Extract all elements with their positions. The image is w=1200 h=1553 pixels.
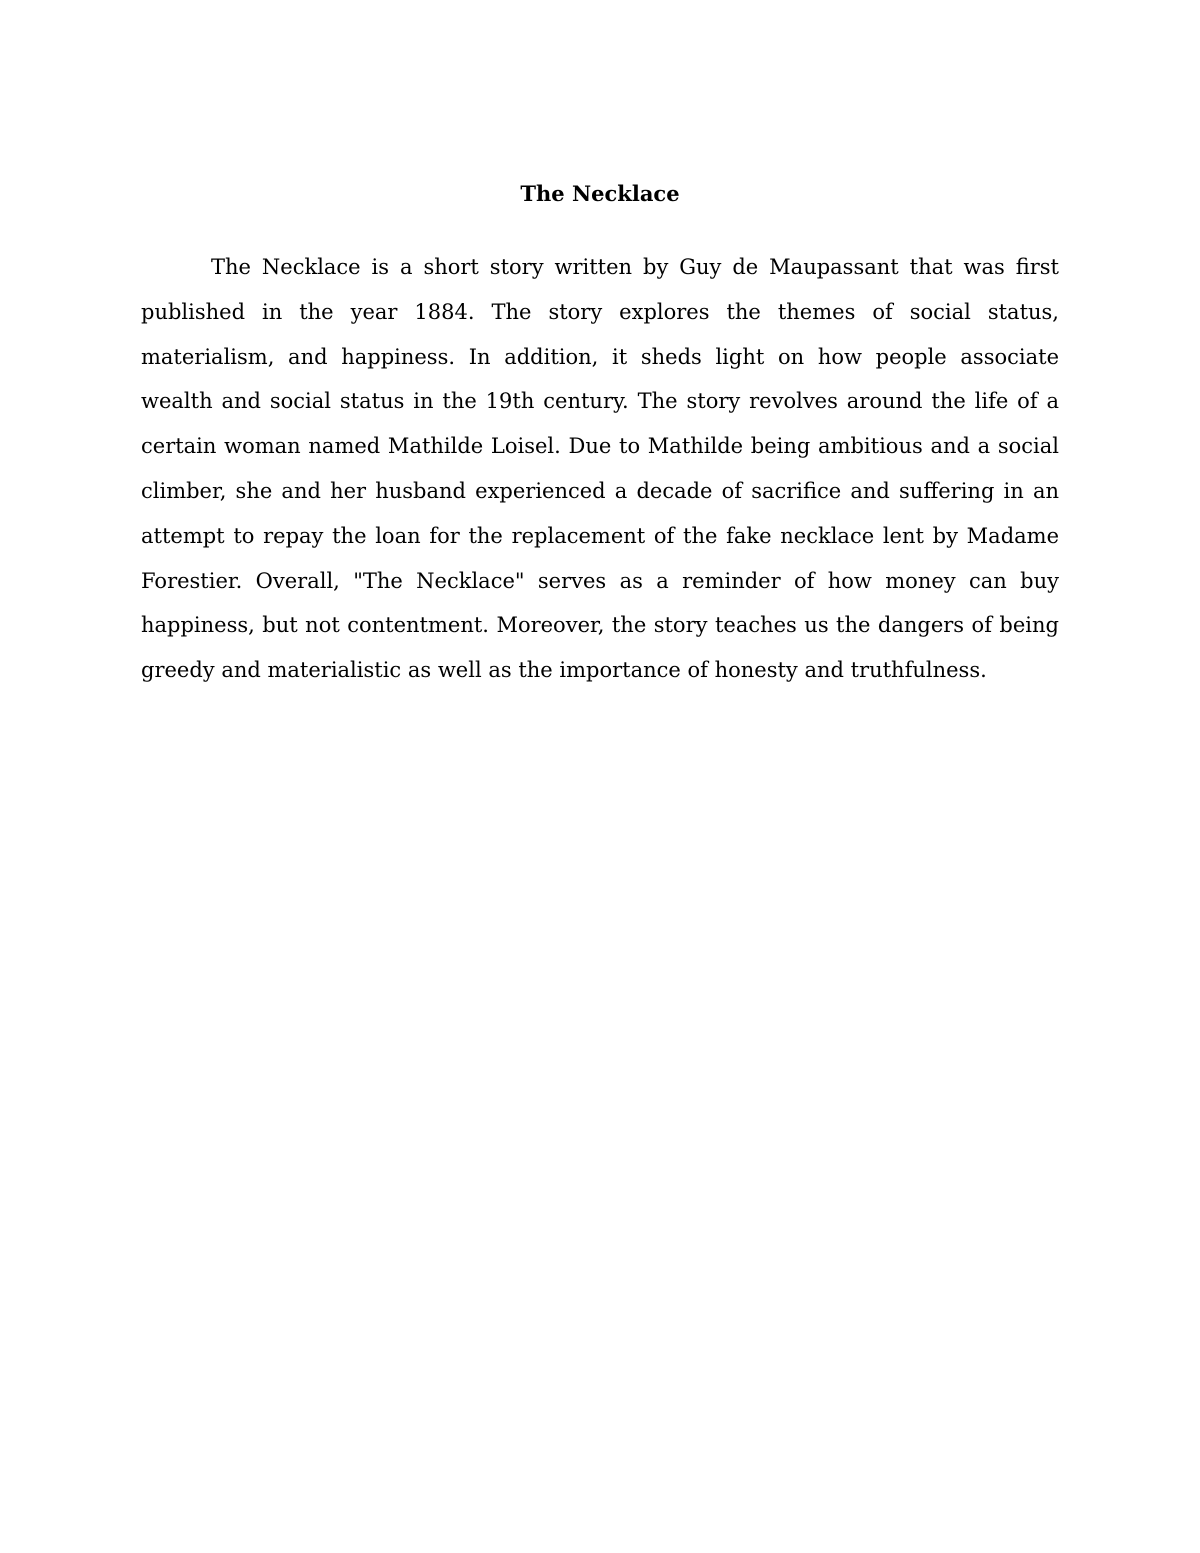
document-title: The Necklace (520, 181, 680, 206)
body-paragraph: The Necklace is a short story written by Guy de Maupassant that was first published in the year 1884. The story explores the themes of social status, materialism, and happiness. In addition, it sheds light on how people associate wealth and social status in the 19th century. The story revolves around the life of a certain woman named Mathilde Loisel. Due to Mathilde being ambitious and a social climber, she and her husband experienced a decade of sacrifice and suffering in an attempt to repay the loan for the replacement of the fake necklace lent by Madame Forestier. Overall, "The Necklace" serves as a reminder of how money can buy happiness, but not contentment. Moreover, the story teaches us the dangers of being greedy and materialistic as well as the importance of honesty and truthfulness. (141, 255, 1059, 683)
